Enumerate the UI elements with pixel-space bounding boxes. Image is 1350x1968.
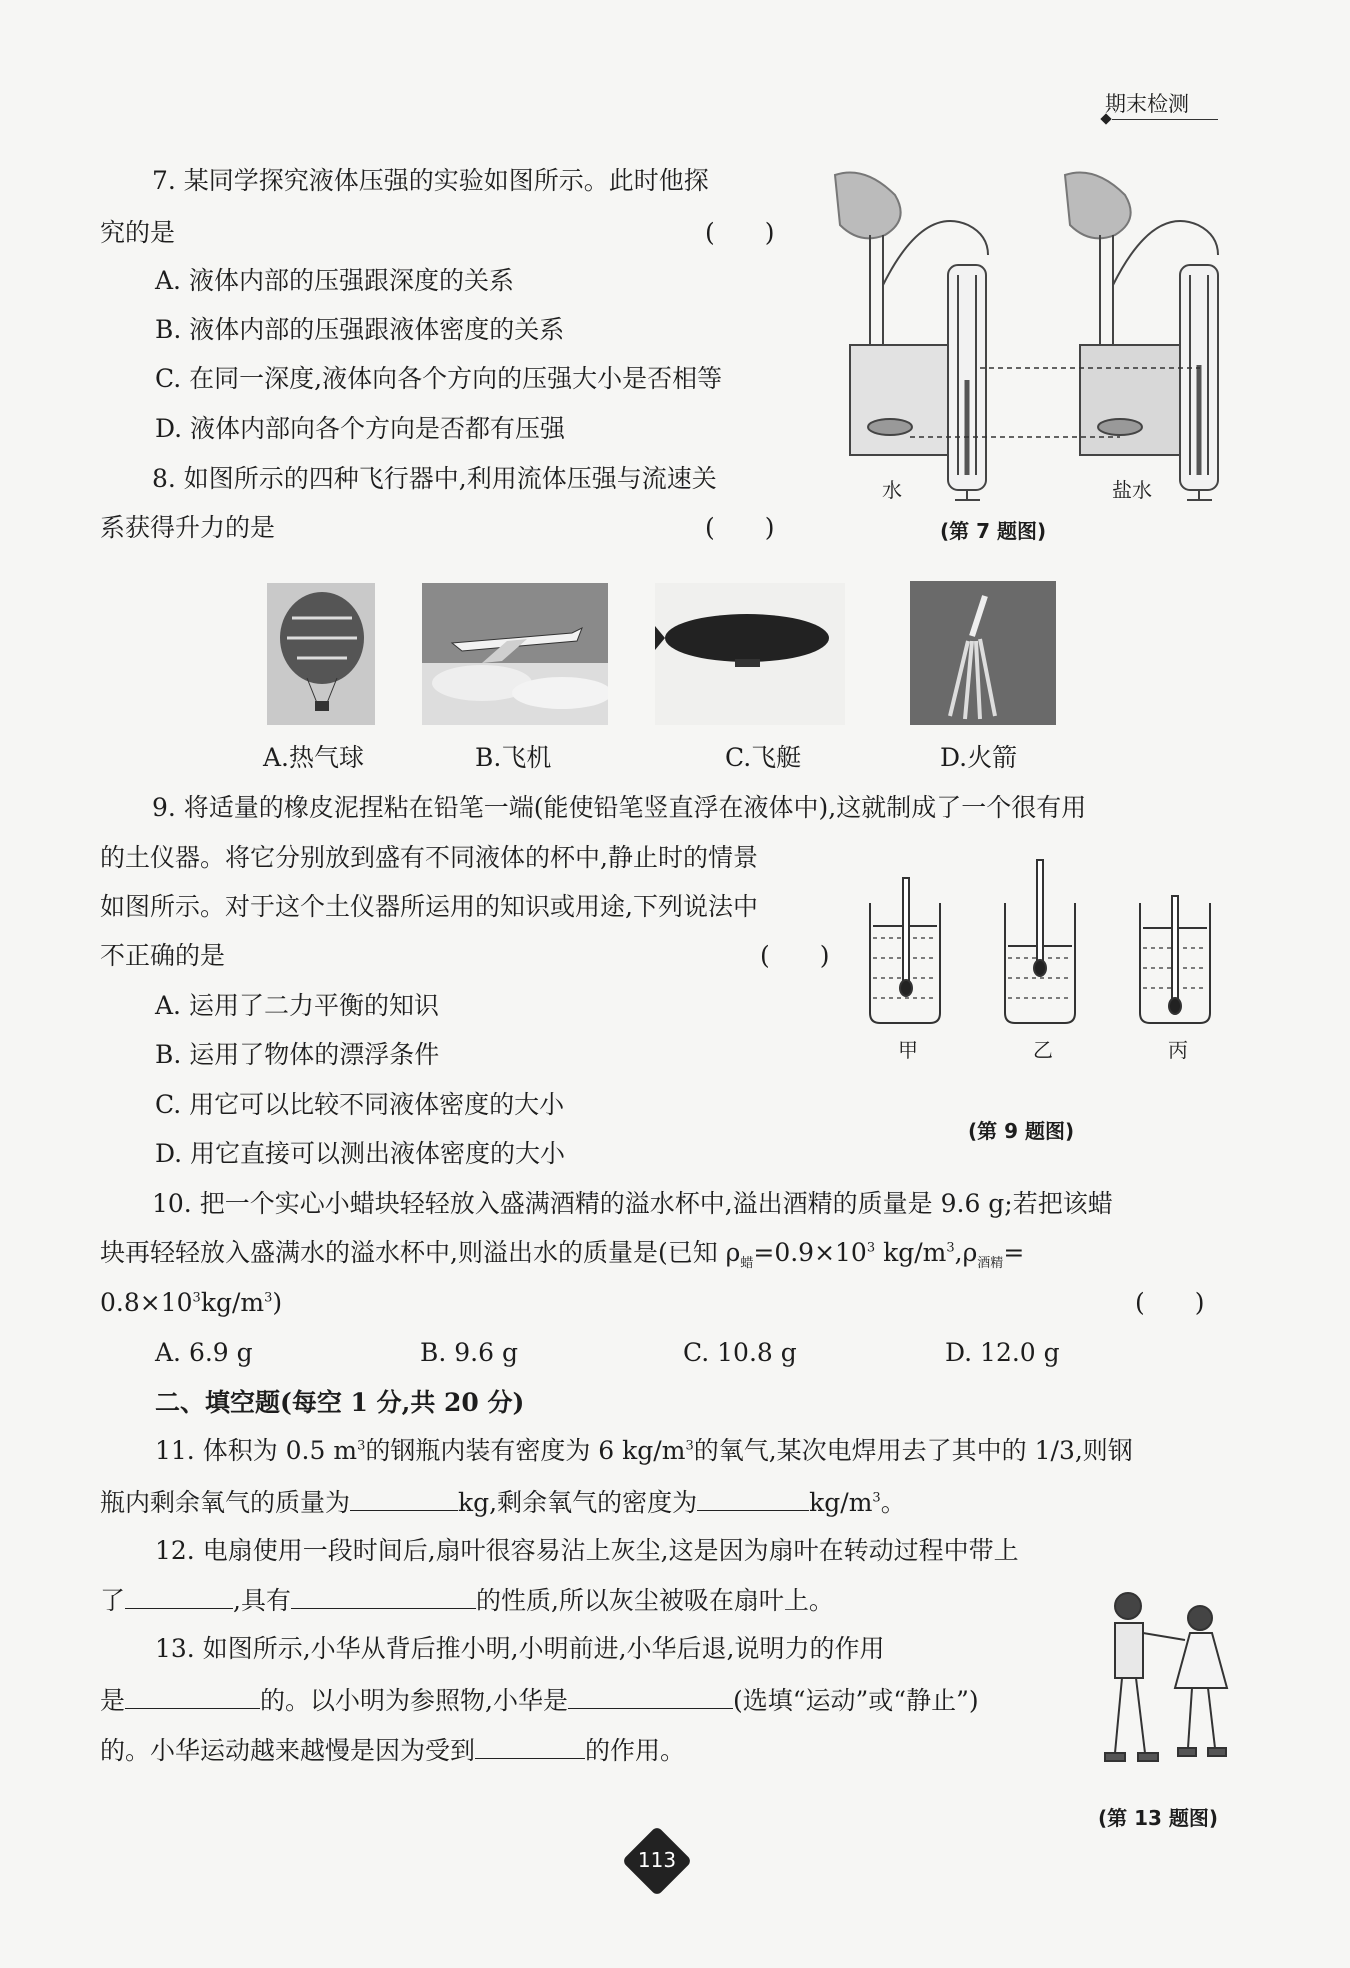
q8-stem-line1: 8. 如图所示的四种飞行器中,利用流体压强与流速关	[152, 464, 717, 493]
q10-option-d: D. 12.0 g	[945, 1338, 1060, 1367]
q9-figure-caption: (第 9 题图)	[968, 1119, 1075, 1143]
q12-blank-charge[interactable]	[125, 1586, 233, 1609]
q13-blank-motion-state[interactable]	[568, 1686, 733, 1709]
q9-option-a: A. 运用了二力平衡的知识	[155, 991, 439, 1020]
q8-stem-line2: 系获得升力的是	[100, 513, 276, 542]
q7-answer-paren: ( )	[705, 218, 775, 247]
q9-option-b: B. 运用了物体的漂浮条件	[155, 1040, 440, 1069]
q9-stem-line2: 的土仪器。将它分别放到盛有不同液体的杯中,静止时的情景	[100, 843, 758, 872]
q12-blank-property[interactable]	[291, 1586, 476, 1609]
q10-stem-line1: 10. 把一个实心小蜡块轻轻放入盛满酒精的溢水杯中,溢出酒精的质量是 9.6 g;若把该蜡	[152, 1189, 1113, 1218]
q7-option-a: A. 液体内部的压强跟深度的关系	[155, 266, 514, 295]
q9-cup-label-bing: 丙	[1168, 1038, 1188, 1062]
page-number: 113	[637, 1848, 677, 1872]
q11-stem-line2: 瓶内剩余氧气的质量为 kg,剩余氧气的密度为 $kg/m^3$。	[100, 1488, 906, 1517]
q13-stem-line1: 13. 如图所示,小华从背后推小明,小明前进,小华后退,说明力的作用	[155, 1634, 885, 1663]
q10-option-c: C. 10.8 g	[683, 1338, 797, 1367]
section-title-fill-in: 二、填空题(每空 1 分,共 20 分)	[155, 1388, 525, 1417]
q7-label-saltwater: 盐水	[1112, 478, 1152, 502]
q10-option-b: B. 9.6 g	[420, 1338, 518, 1367]
q9-option-c: C. 用它可以比较不同液体密度的大小	[155, 1090, 565, 1119]
q9-three-cups-figure	[865, 858, 1225, 1033]
q11-stem-line1: 11. 体积为 0.5 $m^3$的钢瓶内装有密度为 6 $kg/m^3$的氧气,某次电焊用去了其中的 1/3,则钢	[155, 1436, 1133, 1465]
q7-option-b: B. 液体内部的压强跟液体密度的关系	[155, 315, 565, 344]
q9-option-d: D. 用它直接可以测出液体密度的大小	[155, 1139, 566, 1168]
section-header: 期末检测	[1105, 92, 1189, 116]
q7-option-d: D. 液体内部向各个方向是否都有压强	[155, 414, 566, 443]
q7-option-c: C. 在同一深度,液体向各个方向的压强大小是否相等	[155, 364, 723, 393]
q13-stem-line2: 是 的。以小明为参照物,小华是 (选填“运动”或“静止”)	[100, 1686, 979, 1715]
header-underline	[1112, 119, 1218, 120]
q8-option-b: B.飞机	[475, 743, 552, 772]
q8-option-c: C.飞艇	[725, 743, 802, 772]
q7-label-water: 水	[882, 478, 902, 502]
q13-figure-caption: (第 13 题图)	[1098, 1806, 1219, 1830]
q9-stem-line3: 如图所示。对于这个土仪器所运用的知识或用途,下列说法中	[100, 892, 758, 921]
q9-cup-label-jia: 甲	[898, 1038, 918, 1062]
q12-stem-line1: 12. 电扇使用一段时间后,扇叶很容易沾上灰尘,这是因为扇叶在转动过程中带上	[155, 1536, 1019, 1565]
q7-stem-line2: 究的是	[100, 218, 176, 247]
q10-answer-paren: ( )	[1135, 1288, 1205, 1317]
rocket-image	[910, 581, 1056, 725]
q10-stem-line3: $0.8\times 10^3kg/m^3$)	[100, 1288, 283, 1317]
q11-blank-mass[interactable]	[350, 1488, 458, 1511]
q9-answer-paren: ( )	[760, 941, 830, 970]
q9-cup-label-yi: 乙	[1033, 1038, 1053, 1062]
hot-air-balloon-image	[267, 583, 375, 725]
q12-stem-line2: 了 ,具有 的性质,所以灰尘被吸在扇叶上。	[100, 1586, 834, 1615]
q10-option-a: A. 6.9 g	[155, 1338, 253, 1367]
q7-pressure-experiment-figure	[815, 165, 1235, 505]
q7-figure-caption: (第 7 题图)	[940, 519, 1047, 543]
q8-answer-paren: ( )	[705, 513, 775, 542]
airplane-image	[422, 583, 608, 725]
q13-stem-line3: 的。小华运动越来越慢是因为受到 的作用。	[100, 1736, 686, 1765]
q7-stem-line1: 7. 某同学探究液体压强的实验如图所示。此时他探	[152, 166, 709, 195]
q9-stem-line4: 不正确的是	[100, 941, 226, 970]
airship-image	[655, 583, 845, 725]
q10-stem-line2: 块再轻轻放入盛满水的溢水杯中,则溢出水的质量是(已知 $\rho_蜡=0.9\times 10^3$ $kg/m^3,\rho_{酒精}=$	[100, 1238, 1025, 1271]
q8-option-d: D.火箭	[940, 743, 1018, 772]
q9-stem-line1: 9. 将适量的橡皮泥捏粘在铅笔一端(能使铅笔竖直浮在液体中),这就制成了一个很有用	[152, 793, 1087, 822]
q13-children-skating-figure	[1100, 1588, 1235, 1778]
q11-blank-density[interactable]	[697, 1488, 809, 1511]
q13-blank-force-nature[interactable]	[125, 1686, 260, 1709]
q13-blank-force[interactable]	[475, 1736, 585, 1759]
q8-option-a: A.热气球	[263, 743, 365, 772]
